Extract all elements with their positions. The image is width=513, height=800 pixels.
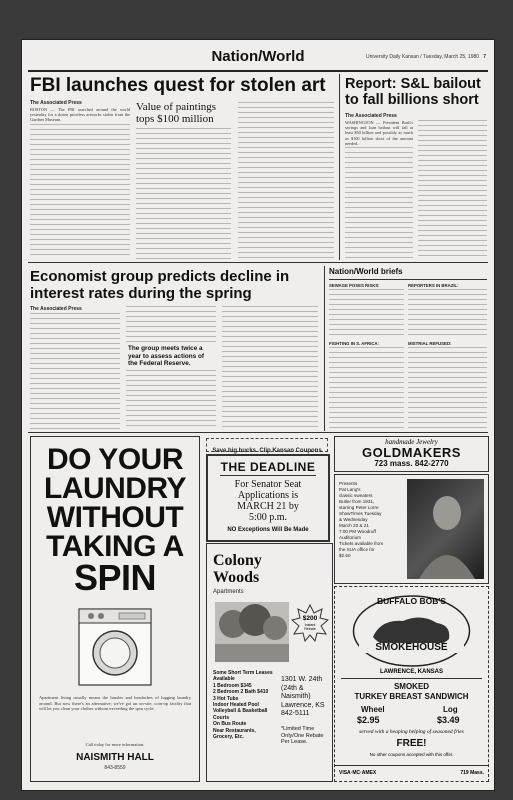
goldmakers-address: 723 mass. 842-2770 bbox=[374, 459, 449, 468]
buffalo-note: served with a heaping helping of seasoned fries bbox=[359, 729, 464, 735]
buffalo-sub: SMOKEHOUSE bbox=[359, 643, 464, 653]
ad-divider bbox=[28, 432, 488, 433]
event-text: Presents Pat Lang's classic sweaters Butler from 1931, starring Peter Lorre ShowTimes Tuesday & Wednesday March 20 & 21 7:00 PM Woodruff Auditorium Tickets available from the SUA office for $2.50 bbox=[339, 481, 384, 558]
deadline-text: For Senator Seat Applications is MARCH 21 by 5:00 p.m. bbox=[234, 479, 302, 523]
naismith-ad bbox=[30, 436, 200, 782]
colony-address: 1301 W. 24th (24th & Naismith) Lawrence, KS 842-5111 bbox=[281, 676, 325, 717]
buffalo-wheel: Wheel bbox=[361, 705, 385, 714]
page-number: 7 bbox=[483, 54, 486, 60]
portrait-icon bbox=[407, 479, 484, 579]
paper-info: University Daily Kansan / Tuesday, March 25, 1980 7 bbox=[366, 54, 486, 60]
brief-body-3 bbox=[329, 347, 404, 429]
deadline-title-rule bbox=[220, 475, 316, 476]
buffalo-deal1: SMOKED bbox=[393, 682, 430, 691]
sl-lead: WASHINGTON — President Bush's savings and loan bailout will fall at least $50 billion and possibly as much as $100 billion short of the amount needed. bbox=[345, 120, 413, 146]
goldmakers-name: GOLDMAKERS bbox=[362, 445, 461, 460]
rebate-badge bbox=[291, 604, 329, 642]
fbi-body-col1 bbox=[30, 124, 130, 259]
fbi-lead: BOSTON — The FBI searched around the world yesterday for a dozen priceless artworks stolen from the Gardner Museum. bbox=[30, 107, 130, 123]
coupon-bar-text: Save big bucks. Clip Kansan Coupons bbox=[212, 448, 322, 454]
buffalo-log: Log bbox=[443, 705, 458, 714]
econ-pullquote: The group meets twice a year to assess actions of the Federal Reserve. bbox=[128, 345, 205, 367]
naismith-headline: DO YOUR LAUNDRY WITHOUT TAKING A SPIN bbox=[43, 443, 187, 598]
colony-features: Some Short Term Leases Available 1 Bedroom $345 2 Bedroom 2 Bath $410 3 Hot Tubs Indoor Heated Pool Volleyball & Basketball Courts On Bus Route Near Restaurants, Grocery, Etc. bbox=[213, 670, 273, 741]
buffalo-footer-rule bbox=[335, 765, 488, 766]
fbi-byline: The Associated Press bbox=[30, 100, 82, 106]
column-rule bbox=[339, 74, 340, 260]
brief-body-2 bbox=[408, 289, 487, 337]
sl-headline: Report: S&L bailout to fall billions short bbox=[345, 76, 481, 108]
econ-body-col3 bbox=[222, 306, 318, 429]
brief-body-4 bbox=[408, 347, 487, 429]
buffalo-visa: VISA·MC·AMEX bbox=[339, 770, 377, 776]
colony-name: Colony Woods bbox=[213, 552, 262, 586]
brief-item-1: SEWAGE POSES RISKS: bbox=[329, 283, 380, 288]
buffalo-deal2: TURKEY BREAST SANDWICH bbox=[354, 692, 469, 701]
goldmakers-tag: handmade Jewelry bbox=[385, 438, 438, 446]
buffalo-free: FREE! bbox=[396, 738, 427, 749]
buffalo-log-price: $3.49 bbox=[437, 715, 460, 725]
event-photo bbox=[407, 479, 484, 579]
colony-offer: *Limited Time Only/One Rebate Per Lease. bbox=[281, 726, 324, 745]
econ-body-col2a bbox=[126, 306, 216, 342]
section-title: Nation/World bbox=[211, 48, 305, 65]
deadline-ad bbox=[206, 454, 330, 542]
deadline-title: THE DEADLINE bbox=[220, 460, 316, 474]
buffalo-name: BUFFALO BOB'S bbox=[376, 596, 447, 606]
colony-woods-ad bbox=[206, 543, 333, 782]
badge-price: $200 bbox=[302, 615, 318, 622]
goldmakers-ad bbox=[334, 436, 489, 472]
buffalo-logo bbox=[351, 591, 472, 667]
buffalo-address: 719 Mass. bbox=[460, 770, 484, 776]
sl-body-col1 bbox=[345, 147, 413, 259]
fbi-sidebar-headline: Value of paintings tops $100 million bbox=[136, 101, 217, 125]
econ-byline: The Associated Press bbox=[30, 306, 82, 312]
buffalo-bobs-ad bbox=[334, 586, 489, 782]
brief-body-1 bbox=[329, 289, 404, 337]
colony-sub: Apartments bbox=[213, 589, 244, 595]
brief-item-3: FIGHTING IN S. AFRICA: bbox=[329, 341, 379, 346]
buffalo-city: LAWRENCE, KANSAS bbox=[379, 669, 443, 675]
econ-headline: Economist group predicts decline in interest rates during the spring bbox=[30, 268, 290, 302]
econ-body-col1 bbox=[30, 313, 120, 429]
buffalo-rule bbox=[341, 678, 482, 679]
newspaper-page bbox=[22, 40, 494, 790]
naismith-name: NAISMITH HALL bbox=[76, 752, 154, 763]
brief-item-4: MISTRIAL REFUSED: bbox=[408, 341, 452, 346]
naismith-body: Apartment living usually means the hassles and headaches of lugging laundry around. But now there's an alternative; we've got an on-site, coin-op facility that will let you clean your clothes without exceeding the spin cycle. bbox=[39, 695, 191, 712]
washing-machine-icon bbox=[73, 605, 157, 689]
sl-byline: The Associated Press bbox=[345, 113, 397, 119]
buffalo-fine: No other coupons accepted with this offer. bbox=[369, 752, 454, 757]
fbi-headline: FBI launches quest for stolen art bbox=[30, 75, 326, 96]
event-ad bbox=[334, 474, 489, 584]
naismith-cta: Call today for more information. bbox=[85, 742, 145, 747]
fbi-body-col3 bbox=[238, 102, 334, 259]
deadline-note: NO Exceptions Will Be Made bbox=[227, 527, 309, 533]
briefs-title-rule bbox=[329, 279, 487, 280]
brief-item-2: REPORTERS IN BRAZIL: bbox=[408, 283, 459, 288]
section-divider bbox=[28, 262, 488, 263]
buffalo-wheel-price: $2.95 bbox=[357, 715, 380, 725]
fbi-body-col2 bbox=[136, 128, 231, 259]
coupon-bar bbox=[206, 438, 328, 452]
badge-text: Instant Rebate bbox=[304, 623, 316, 631]
tree-icon bbox=[215, 602, 289, 662]
naismith-phone: 843-8559 bbox=[104, 765, 126, 771]
econ-body-col2b bbox=[126, 370, 216, 429]
page-header bbox=[28, 48, 488, 72]
sl-body-col2 bbox=[418, 120, 487, 259]
briefs-title: Nation/World briefs bbox=[329, 267, 403, 276]
column-rule-2 bbox=[324, 266, 325, 431]
